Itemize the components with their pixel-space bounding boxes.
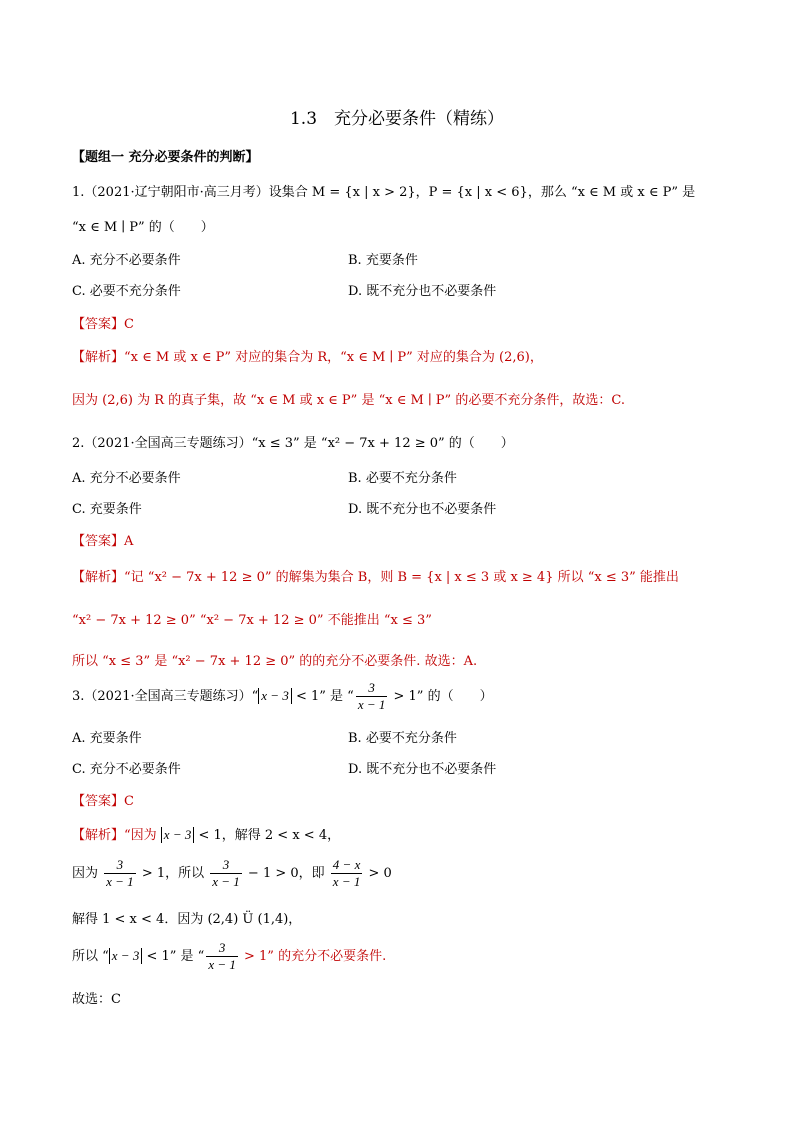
answer-label: 【答案】: [72, 794, 125, 809]
q3-stem-text-b: < 1” 是 “: [291, 689, 354, 704]
q3-analysis-text2a: 因为: [72, 866, 103, 881]
q3-option-d: D. 既不充分也不必要条件: [348, 762, 497, 777]
q2-answer-value: A: [124, 534, 134, 549]
q2-stem: 2.（2021·全国高三专题练习）“x ≤ 3” 是 “x² − 7x + 12 ≥ 0” 的（ ）: [72, 436, 514, 451]
q3-analysis-text1b: < 1，解得 2 < x < 4，: [194, 828, 341, 843]
page-title: 1.3 充分必要条件（精练）: [289, 109, 505, 129]
q1-answer-value: C: [124, 317, 134, 332]
q3-analysis-line3: 解得 1 < x < 4．因为 (2,4) Ü (1,4)，: [72, 912, 302, 927]
q1-stem-line1: 1.（2021·辽宁朝阳市·高三月考）设集合 M = {x | x > 2}，P = {x | x < 6}，那么 “x ∈ M 或 x ∈ P” 是: [72, 185, 696, 200]
q2-option-a: A. 充分不必要条件: [72, 471, 181, 486]
q3-fraction: $\frac{3}{x - 1}$: [106, 857, 134, 889]
q1-answer: [72, 313, 134, 332]
q3-stem-text-a: 3.（2021·全国高三专题练习）“: [72, 689, 259, 704]
q1-stem-line2: “x ∈ M ∣ P” 的（ ）: [72, 220, 214, 235]
q1-analysis-line2: 因为 (2,6) 为 R 的真子集，故 “x ∈ M 或 x ∈ P” 是 “x ∈ M ∣ P” 的必要不充分条件，故选：C.: [72, 393, 625, 408]
q3-analysis-line2: [72, 857, 392, 890]
q3-answer-value: C: [124, 794, 134, 809]
q3-analysis-text1a: “因为: [124, 828, 161, 843]
answer-label: 【答案】: [72, 534, 125, 549]
q3-abs-expression: x − 3: [161, 827, 195, 843]
q2-option-d: D. 既不充分也不必要条件: [348, 502, 497, 517]
q3-analysis-line4: [72, 940, 386, 973]
analysis-label: 【解析】: [72, 828, 125, 843]
q1-analysis-text1: “x ∈ M 或 x ∈ P” 对应的集合为 R，“x ∈ M ∣ P” 对应的集合为 (2,6)，: [124, 350, 543, 365]
q3-stem-text-c: > 1” 的（ ）: [389, 689, 493, 704]
q2-option-b: B. 必要不充分条件: [348, 471, 457, 486]
q3-analysis-text4a: 所以 “: [72, 949, 109, 964]
q3-option-b: B. 必要不充分条件: [348, 731, 457, 746]
q2-answer: [72, 530, 133, 549]
q3-option-a: A. 充要条件: [72, 731, 142, 746]
analysis-label: 【解析】: [72, 570, 125, 585]
q3-answer: [72, 790, 134, 809]
q2-analysis-line2: “x² − 7x + 12 ≥ 0” “x² − 7x + 12 ≥ 0” 不能推出 “x ≤ 3”: [72, 613, 432, 628]
q3-analysis-text4c: > 1” 的充分不必要条件.: [239, 949, 387, 964]
q3-analysis-text2b: > 1，所以: [137, 866, 209, 881]
q1-option-c: C. 必要不充分条件: [72, 284, 181, 299]
q1-option-b: B. 充要条件: [348, 253, 418, 268]
q3-fraction: $\frac{3}{x - 1}$: [208, 940, 236, 972]
q3-analysis-line5: 故选：C: [72, 992, 121, 1007]
q3-analysis-line1: [72, 824, 340, 843]
q2-analysis-line3: 所以 “x ≤ 3” 是 “x² − 7x + 12 ≥ 0” 的的充分不必要条件. 故选：A.: [72, 654, 478, 669]
q3-analysis-text4b: < 1” 是 “: [142, 949, 205, 964]
q3-fraction-2: $\frac{4 - x}{x - 1}$: [332, 857, 361, 889]
q3-fraction: $\frac{3}{x - 1}$: [212, 857, 240, 889]
q3-analysis-text2d: > 0: [364, 866, 392, 881]
q1-option-d: D. 既不充分也不必要条件: [348, 284, 497, 299]
analysis-label: 【解析】: [72, 350, 125, 365]
group-heading: 【题组一 充分必要条件的判断】: [72, 150, 259, 165]
q3-abs-expression: x − 3: [109, 948, 143, 964]
q2-analysis-text1: “记 “x² − 7x + 12 ≥ 0” 的解集为集合 B，则 B = {x | x ≤ 3 或 x ≥ 4} 所以 “x ≤ 3” 能推出: [124, 570, 679, 585]
q3-stem: [72, 680, 493, 713]
answer-label: 【答案】: [72, 317, 125, 332]
q3-option-c: C. 充分不必要条件: [72, 762, 181, 777]
q1-analysis-line1: [72, 346, 543, 365]
q3-abs-expression: x − 3: [258, 688, 292, 704]
q2-analysis-line1: [72, 566, 679, 585]
q1-option-a: A. 充分不必要条件: [72, 253, 181, 268]
q2-option-c: C. 充要条件: [72, 502, 142, 517]
q3-fraction: $\frac{3}{x - 1}$: [357, 680, 386, 712]
q3-analysis-text2c: − 1 > 0，即: [243, 866, 329, 881]
